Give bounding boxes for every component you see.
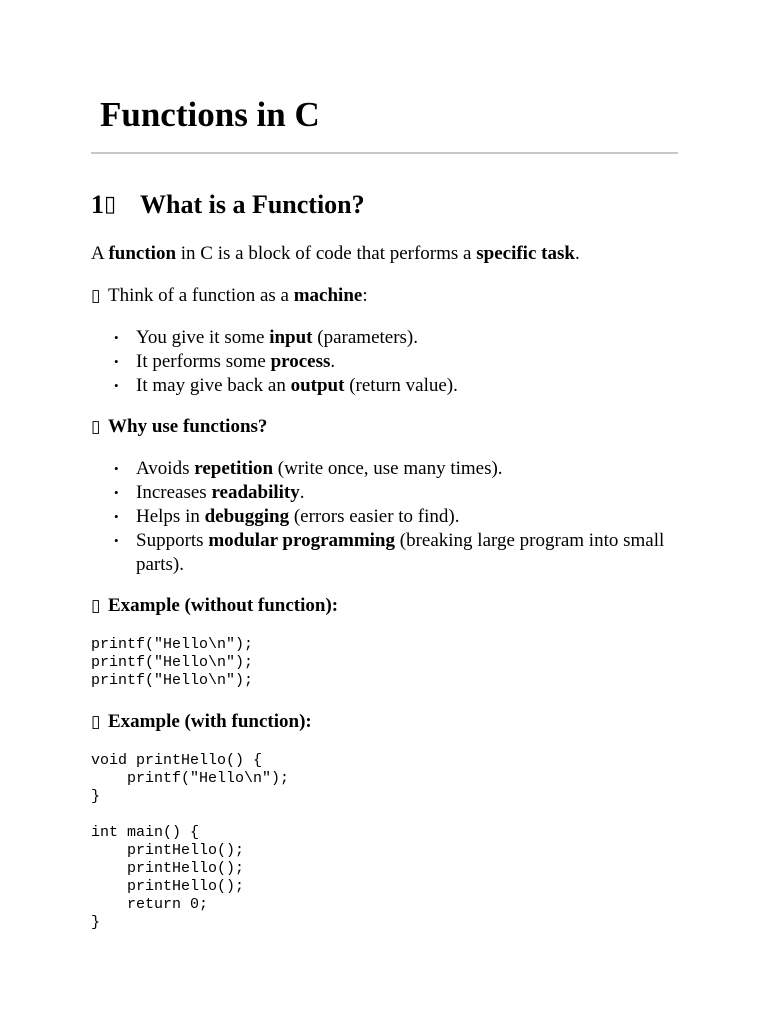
list-item bbox=[136, 350, 678, 374]
list-item-bold: modular programming bbox=[208, 530, 395, 551]
list-item bbox=[136, 326, 678, 350]
list-item bbox=[136, 374, 678, 398]
list-item-bold: output bbox=[290, 375, 345, 396]
keycap-placeholder-icon: ▯ bbox=[104, 192, 117, 217]
list-item-text: Helps in bbox=[136, 506, 205, 527]
section-heading-what-is-function bbox=[91, 186, 678, 224]
example-with-heading bbox=[91, 710, 678, 734]
emoji-placeholder-icon: ▯ bbox=[91, 417, 101, 437]
page-title: Functions in C bbox=[100, 95, 320, 134]
list-item-text: (return value). bbox=[344, 375, 458, 396]
list-item-text: You give it some bbox=[136, 327, 270, 348]
list-item-text: (errors easier to find). bbox=[289, 506, 460, 527]
example-without-heading-text: Example (without function): bbox=[108, 595, 339, 616]
machine-list bbox=[91, 326, 678, 398]
section-heading-text: What is a Function? bbox=[140, 190, 365, 219]
intro-paragraph bbox=[91, 242, 678, 266]
code-block-with-function: void printHello() { printf("Hello\n"); } int main() { printHello(); printHello(); printHello(); return 0; } bbox=[91, 752, 290, 931]
section-number: 1 bbox=[91, 190, 104, 219]
example-without-heading bbox=[91, 594, 678, 618]
list-item-text: Increases bbox=[136, 482, 212, 503]
analogy-paragraph bbox=[91, 284, 678, 308]
list-item-bold: readability bbox=[211, 482, 300, 503]
emoji-placeholder-icon: ▯ bbox=[91, 286, 101, 306]
list-item bbox=[136, 481, 678, 505]
code-block-without-function: printf("Hello\n"); printf("Hello\n"); printf("Hello\n"); bbox=[91, 636, 254, 689]
list-item-text: (breaking large program into small parts). bbox=[136, 530, 665, 575]
intro-text-3: . bbox=[574, 243, 580, 264]
list-item-text: . bbox=[330, 351, 336, 372]
analogy-bold-machine: machine bbox=[293, 285, 363, 306]
list-item-bold: process bbox=[270, 351, 331, 372]
list-item-text: (parameters). bbox=[312, 327, 419, 348]
list-item-bold: debugging bbox=[204, 506, 290, 527]
emoji-placeholder-icon: ▯ bbox=[91, 712, 101, 732]
list-item-bold: input bbox=[269, 327, 313, 348]
intro-text-2: in C is a block of code that performs a bbox=[176, 243, 477, 264]
list-item-text: It may give back an bbox=[136, 375, 291, 396]
list-item-text: It performs some bbox=[136, 351, 271, 372]
why-heading bbox=[91, 415, 678, 439]
why-list bbox=[91, 457, 678, 577]
analogy-text: Think of a function as a bbox=[108, 285, 294, 306]
intro-bold-function: function bbox=[108, 243, 177, 264]
intro-text-1: A bbox=[91, 243, 109, 264]
list-item-text: . bbox=[299, 482, 305, 503]
title-divider bbox=[91, 152, 678, 154]
example-with-heading-text: Example (with function): bbox=[108, 711, 312, 732]
list-item bbox=[136, 457, 678, 481]
emoji-placeholder-icon: ▯ bbox=[91, 596, 101, 616]
analogy-colon: : bbox=[362, 285, 368, 306]
list-item-text: Avoids bbox=[136, 458, 195, 479]
intro-bold-specific-task: specific task bbox=[476, 243, 575, 264]
list-item bbox=[136, 505, 678, 529]
list-item-text: Supports bbox=[136, 530, 209, 551]
why-heading-text: Why use functions? bbox=[108, 416, 268, 437]
list-item bbox=[136, 529, 678, 577]
list-item-bold: repetition bbox=[194, 458, 274, 479]
list-item-text: (write once, use many times). bbox=[273, 458, 503, 479]
document-content bbox=[91, 186, 678, 952]
